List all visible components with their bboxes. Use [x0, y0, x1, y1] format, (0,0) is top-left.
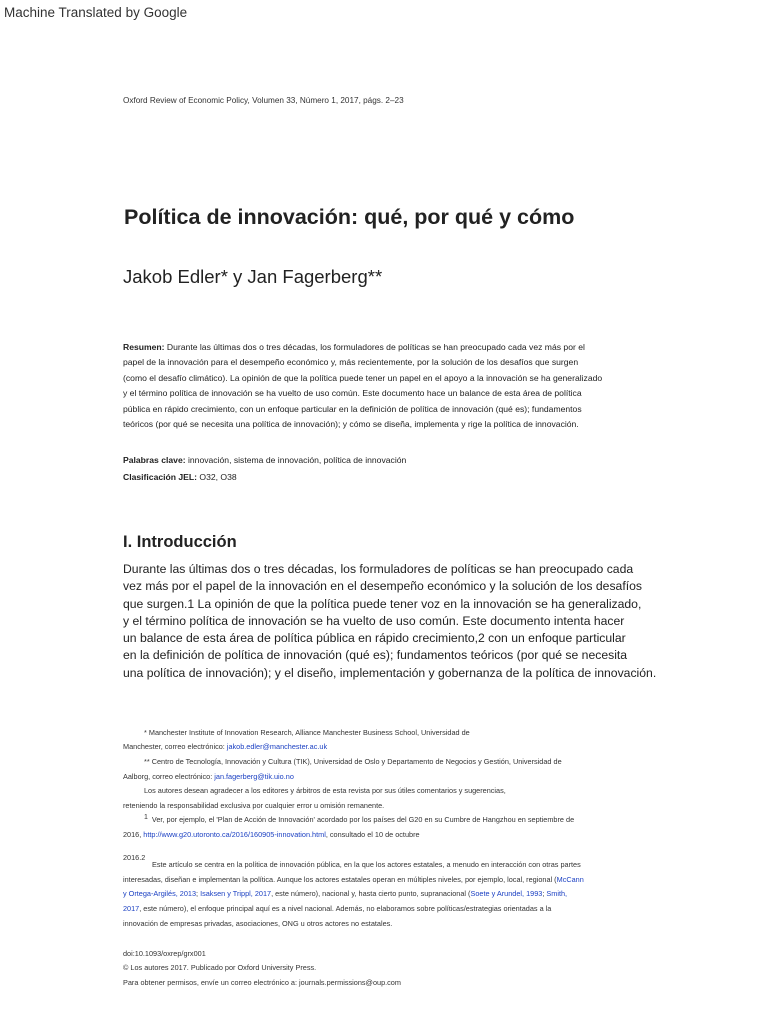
footnote-affiliation-edler-email-line: Manchester, correo electrónico: jakob.edler@manchester.ac.uk [123, 742, 328, 751]
keywords-block [123, 452, 406, 486]
abstract-line: papel de la innovación para el desempeño económico y, más recientemente, por la solución de los desafíos que surgen [123, 357, 579, 368]
footnote-affiliation-fagerberg-email-line: Aalborg, correo electrónico: jan.fagerberg@tik.uio.no [123, 772, 294, 781]
paragraph-line: vez más por el papel de la innovación en el desempeño económico y la solución de los desafíos [123, 579, 642, 594]
paragraph-line: que surgen.1 La opinión de que la política puede tener voz en la innovación se ha generalizado, [123, 596, 642, 611]
keywords-label: Palabras clave: [123, 455, 186, 465]
abstract-line: pública en rápido crecimiento, con un enfoque particular en la definición de política de innovación (qué es); fundamentos [123, 403, 582, 414]
permissions: Para obtener permisos, envíe un correo electrónico a: journals.permissions@oup.com [123, 978, 401, 987]
keywords-value: innovación, sistema de innovación, política de innovación [185, 455, 407, 465]
footnote-number: 1 [144, 814, 148, 821]
footnote-2-number: 2016.2 [123, 853, 146, 862]
copyright: © Los autores 2017. Publicado por Oxford University Press. [123, 963, 317, 972]
email-link-edler[interactable]: jakob.edler@manchester.ac.uk [226, 742, 328, 751]
doi: doi:10.1093/oxrep/grx001 [123, 949, 206, 958]
section-heading-introduction: I. Introducción [123, 533, 237, 551]
abstract [123, 340, 663, 432]
paragraph-line: una política de innovación); y el diseño, implementación y gobernanza de la política de innovación. [123, 665, 657, 680]
jel-label: Clasificación JEL: [123, 472, 198, 482]
paragraph-line: un balance de esta área de política pública en rápido crecimiento,2 con un enfoque particular [123, 631, 626, 646]
footnote-affiliation-fagerberg: ** Centro de Tecnología, Innovación y Cultura (TIK), Universidad de Oslo y Departamento de Negocios y Gestión, Universidad de [144, 757, 562, 766]
keywords [123, 452, 406, 469]
g20-url-link[interactable]: http://www.g20.utoronto.ca/2016/160905-innovation.html [143, 830, 326, 839]
footnote-affiliation-edler: * Manchester Institute of Innovation Research, Alliance Manchester Business School, Universidad de [144, 728, 470, 737]
footnote-2-line: y Ortega-Argilés, 2013; Isaksen y Trippl, 2017, este número), nacional y, hasta cierto punto, supranacional (Soete y Arundel, 1993; Smith, [123, 889, 568, 898]
abstract-line: y el término política de innovación se ha vuelto de uso común. Este documento hace un balance de esta área de política [123, 388, 582, 399]
footnote-2-line: innovación de empresas privadas, asociaciones, ONG u otros actores no estatales. [123, 919, 393, 928]
jel-value: O32, O38 [197, 472, 237, 482]
introduction-paragraph [123, 561, 656, 682]
citation-link[interactable]: y Ortega-Argilés, 2013 [123, 889, 197, 898]
paragraph-line: Durante las últimas dos o tres décadas, los formuladores de políticas se han preocupado cada [123, 562, 634, 576]
abstract-line: teóricos (por qué se necesita una política de innovación); y cómo se diseña, implementa y rige la política de innovación. [123, 419, 579, 430]
footnote-2-line: 2017, este número), el enfoque principal aquí es a nivel nacional. Además, no elaboramos sobre políticas/estrategias orientadas a la [123, 904, 552, 913]
footnote-2: Este artículo se centra en la política de innovación pública, en la que los actores estatales, a menudo en interacción con otras partes [152, 860, 581, 869]
paper-authors: Jakob Edler* y Jan Fagerberg** [123, 266, 383, 287]
abstract-line: (como el desafío climático). La opinión de que la política puede tener un papel en el apoyo a la innovación se ha generalizado [123, 372, 603, 383]
footnote-1-cont: 2016, http://www.g20.utoronto.ca/2016/160905-innovation.html, consultado el 10 de octubre [123, 830, 420, 839]
machine-translation-banner: Machine Translated by Google [4, 5, 188, 20]
footnote-acknowledgement-cont: reteniendo la responsabilidad exclusiva por cualquier error u omisión remanente. [123, 801, 385, 810]
journal-reference: Oxford Review of Economic Policy, Volumen 33, Número 1, 2017, págs. 2–23 [123, 96, 404, 105]
citation-link[interactable]: 2017 [123, 904, 140, 913]
footnote-1: 1 Ver, por ejemplo, el 'Plan de Acción de Innovación' acordado por los países del G20 en su Cumbre de Hangzhou en septiembre de [144, 814, 575, 824]
citation-link[interactable]: Soete y Arundel, 1993 [470, 889, 543, 898]
paragraph-line: en la definición de política de innovación (qué es); fundamentos teóricos (por qué se necesita [123, 648, 628, 663]
citation-link[interactable]: Isaksen y Trippl, 2017 [200, 889, 272, 898]
paper-title: Política de innovación: qué, por qué y cómo [124, 205, 575, 229]
jel-classification [123, 469, 406, 486]
paragraph-line: y el término política de innovación se ha vuelto de uso común. Este documento intenta hacer [123, 613, 625, 628]
footnote-acknowledgement: Los autores desean agradecer a los editores y árbitros de esta revista por sus útiles comentarios y sugerencias, [144, 786, 506, 795]
abstract-line: Resumen: Durante las últimas dos o tres décadas, los formuladores de políticas se han preocupado cada vez más por el [123, 342, 585, 352]
footnote-2-line: interesadas, diseñan e implementan la política. Aunque los actores estatales operan en múltiples niveles, por ejemplo, local, regional (McCann [123, 875, 584, 884]
abstract-label: Resumen: [123, 342, 165, 352]
email-link-fagerberg[interactable]: jan.fagerberg@tik.uio.no [214, 772, 294, 781]
citation-link[interactable]: McCann [556, 875, 584, 884]
citation-link[interactable]: Smith, [546, 889, 568, 898]
